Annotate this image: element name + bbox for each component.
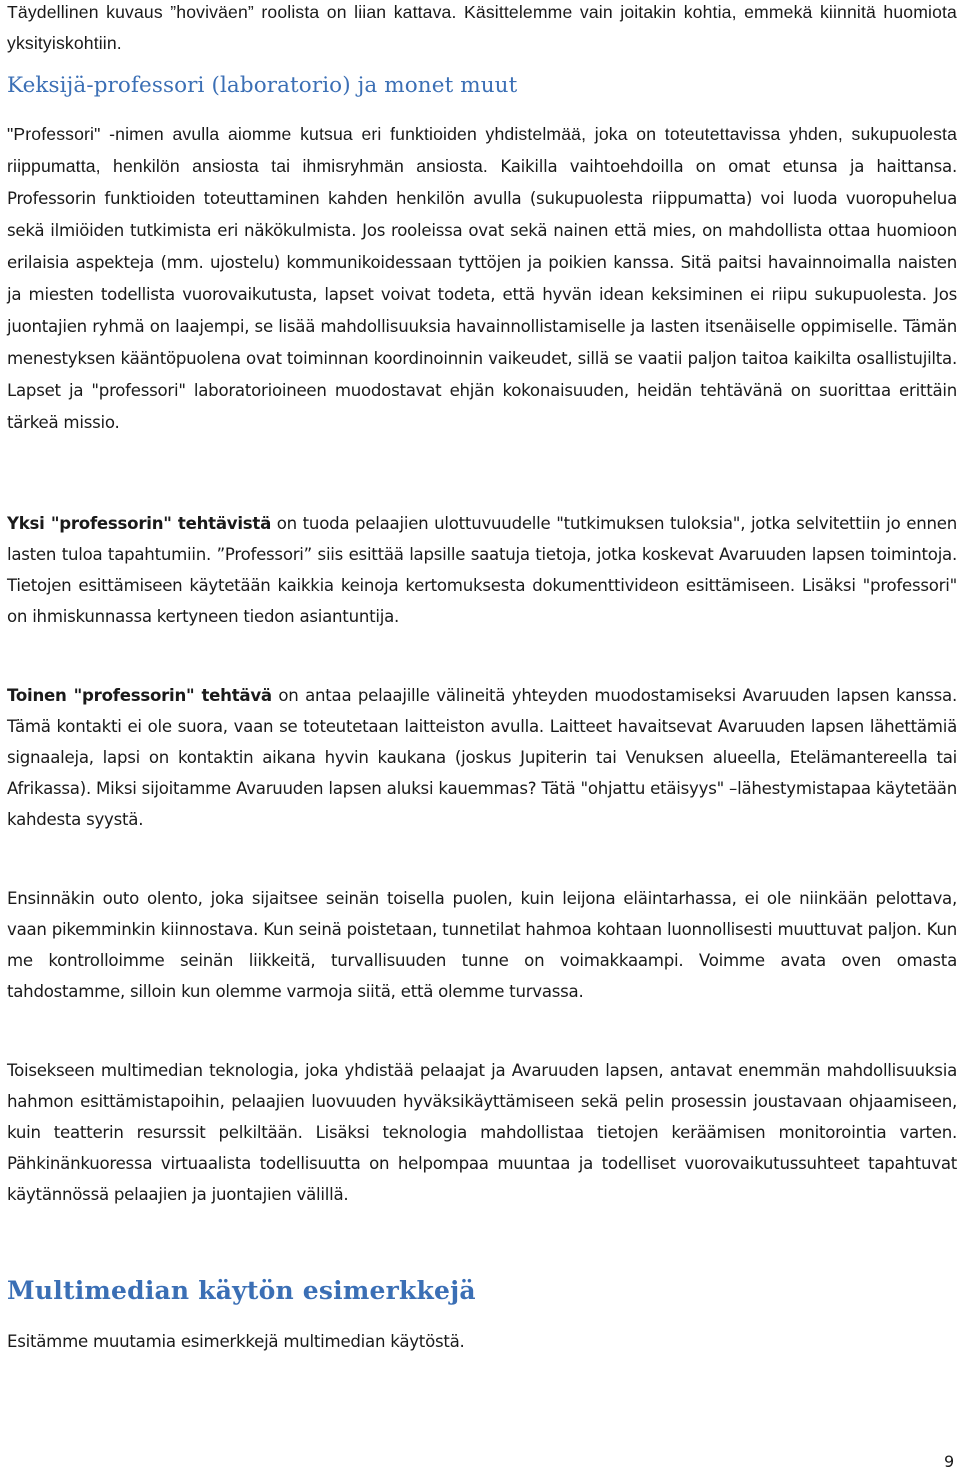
intro-paragraph: Täydellinen kuvaus ”hoviväen” roolista on liian kattava. Käsittelemme vain joitakin kohtia, emmekä kiinnitä huomiota yksityiskohtiin. [7,2,957,53]
first-reason-paragraph: Ensinnäkin outo olento, joka sijaitsee seinän toisella puolen, kuin leijona eläintarhassa, ei ole niinkään pelottava, vaan pikemminkin kiinnostava. Kun seinä poistetaan, tunnetilat hahmoa kohtaan luonnollisesti muuttuvat paljon. Kun me kontrolloimme seinän liikkeitä, turvallisuuden tunne on voimakkaampi. Voimme avata oven omasta tahdostamme, silloin kun olemme varmoja siitä, että olemme turvassa. [7,889,957,1001]
first-task-text: on tuoda pelaajien ulottuvuudelle "tutkimuksen tuloksia", jotka selvitettiin jo ennen lasten tuloa tapahtumiin. ”Professori” siis esittää lapsille saatuja tietoja, jotka koskevat Avaruuden lapsen toimintoja. Tietojen esittämiseen käytetään kaikkia keinoja kertomuksesta dokumenttivideon esittämiseen. Lisäksi "professori" on ihmiskunnassa kertyneen tiedon asiantuntija. [7,514,957,626]
professori-paragraph-intro: "Professori" -nimen avulla aiomme kutsua eri funktioiden yhdistelmää, joka on toteutettavissa yhden, sukupuolesta riippumatta, henkilön ansiosta tai ihmisryhmän ansiosta. [7,124,957,176]
first-task-label: Yksi "professorin" tehtävistä [7,514,272,533]
section-heading-keksija: Keksijä-professori (laboratorio) ja monet muut [7,73,518,98]
page-number: 9 [944,1452,955,1471]
multimedia-intro-paragraph: Esitämme muutamia esimerkkejä multimedian käytöstä. [7,1332,465,1351]
section-heading-multimedia: Multimedian käytön esimerkkejä [7,1276,476,1305]
first-task-paragraph [7,508,957,632]
second-reason-paragraph: Toisekseen multimedian teknologia, joka yhdistää pelaajat ja Avaruuden lapsen, antavat enemmän mahdollisuuksia hahmon esittämistapoihin, pelaajien luovuuden hyväksikäyttämiseen sekä pelin prosessin joustavaan ohjaamiseen, kuin teatterin resurssit pelkiltään. Lisäksi teknologia mahdollistaa tietojen keräämisen monitorointia varten. Pähkinänkuoressa virtuaalista todellisuutta on helpompaa muuntaa ja todelliset vuorovaikutussuhteet tapahtuvat käytännössä pelaajien ja juontajien välillä. [7,1061,957,1204]
professori-paragraph-body: Kaikilla vaihtoehdoilla on omat etunsa ja haittansa. Professorin funktioiden toteuttaminen kahden henkilön avulla (sukupuolesta riippumatta) voi luoda vuoropuhelua sekä ilmiöiden tutkimista eri näkökulmista. Jos rooleissa ovat sekä nainen että mies, on mahdollista ottaa huomioon erilaisia aspekteja (mm. ujostelu) kommunikoidessaan tyttöjen ja poikien kanssa. Sitä paitsi havainnoimalla naisten ja miesten todellista vuorovaikutusta, lapset voivat todeta, että hyvän idean keksiminen ei riipu sukupuolesta. Jos juontajien ryhmä on laajempi, se lisää mahdollisuuksia havainnollistamiselle ja lasten itsenäiselle oppimiselle. Tämän menestyksen kääntöpuolena ovat toiminnan koordinoinnin vaikeudet, sillä se vaatii paljon taitoa kaikilta osallistujilta. Lapset ja "professori" laboratorioineen muodostavat ehjän kokonaisuuden, heidän tehtävänä on suorittaa erittäin tärkeä missio. [7,157,957,432]
second-task-text: on antaa pelaajille välineitä yhteyden muodostamiseksi Avaruuden lapsen kanssa. Tämä kontakti ei ole suora, vaan se toteutetaan laitteiston avulla. Laitteet havaitsevat Avaruuden lapsen lähettämiä signaaleja, lapsi on kontaktin aikana hyvin kaukana (joskus Jupiterin tai Venuksen alueella, Etelämantereella tai Afrikassa). Miksi sijoitamme Avaruuden lapsen aluksi kauemmas? Tätä "ohjattu etäisyys" –lähestymistapaa käytetään kahdesta syystä. [7,686,957,829]
second-task-label: Toinen "professorin" tehtävä [7,686,272,705]
professori-paragraph [7,118,957,438]
second-task-paragraph [7,680,957,835]
